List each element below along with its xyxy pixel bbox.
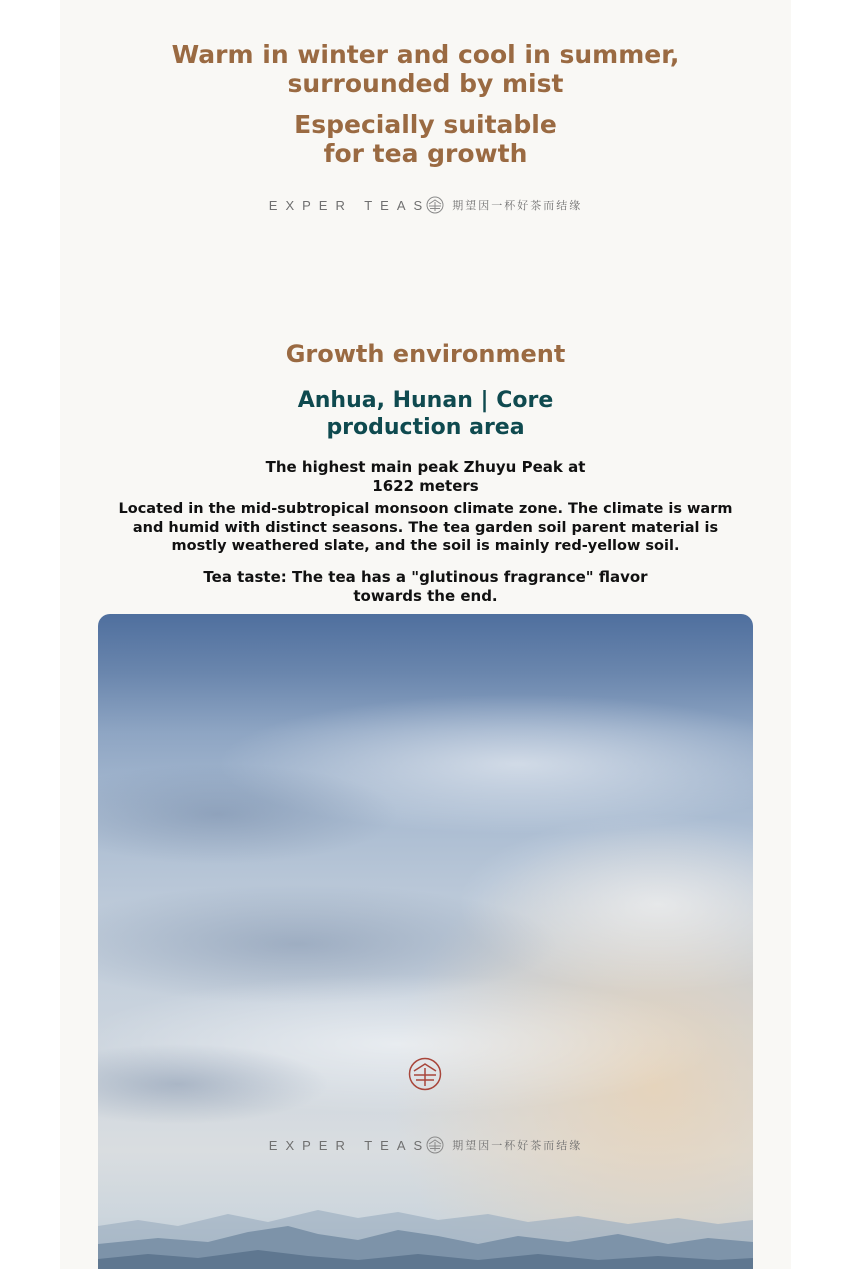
hero-subtitle bbox=[60, 110, 791, 168]
peak-line2: 1622 meters bbox=[372, 477, 479, 495]
brand-slogan: 期望因一杯好茶而结缘 bbox=[452, 199, 583, 212]
climate-description bbox=[60, 500, 791, 556]
hero-title bbox=[60, 40, 791, 98]
hero-title-line1: Warm in winter and cool in summer, bbox=[171, 40, 680, 69]
mountain-landscape bbox=[98, 614, 753, 1269]
desc-line2: and humid with distinct seasons. The tea garden soil parent material is bbox=[132, 519, 719, 536]
brand-wordmark: EXPER TEAS bbox=[268, 197, 431, 213]
section-title: Growth environment bbox=[285, 340, 566, 368]
peak-line1: The highest main peak Zhuyu Peak at bbox=[265, 458, 586, 476]
product-detail-page bbox=[60, 0, 791, 1269]
region-heading bbox=[60, 387, 791, 441]
desc-line1: Located in the mid-subtropical monsoon climate zone. The climate is warm bbox=[118, 501, 733, 517]
photo-brand-signature bbox=[98, 1134, 753, 1156]
tea-emblem-icon bbox=[426, 196, 444, 214]
photo-brand-wordmark: EXPER TEAS bbox=[268, 1137, 431, 1153]
tea-seal-icon bbox=[408, 1057, 442, 1091]
taste-line1: Tea taste: The tea has a "glutinous fragrance" flavor bbox=[203, 568, 648, 586]
hero-subtitle-line1: Especially suitable bbox=[294, 110, 557, 139]
hero-title-line2: surrounded by mist bbox=[287, 69, 564, 98]
tea-taste bbox=[60, 568, 791, 606]
photo-brand-slogan: 期望因一杯好茶而结缘 bbox=[452, 1139, 583, 1152]
tea-emblem-icon bbox=[426, 1136, 444, 1154]
desc-line3: mostly weathered slate, and the soil is mainly red-yellow soil. bbox=[171, 538, 680, 554]
region-line2: production area bbox=[326, 415, 525, 440]
taste-line2: towards the end. bbox=[353, 587, 498, 605]
mountain-mist-photo bbox=[98, 614, 753, 1269]
region-line1: Anhua, Hunan | Core bbox=[297, 388, 554, 413]
peak-info bbox=[60, 458, 791, 496]
brand-signature bbox=[60, 194, 791, 216]
hero-subtitle-line2: for tea growth bbox=[323, 139, 528, 168]
